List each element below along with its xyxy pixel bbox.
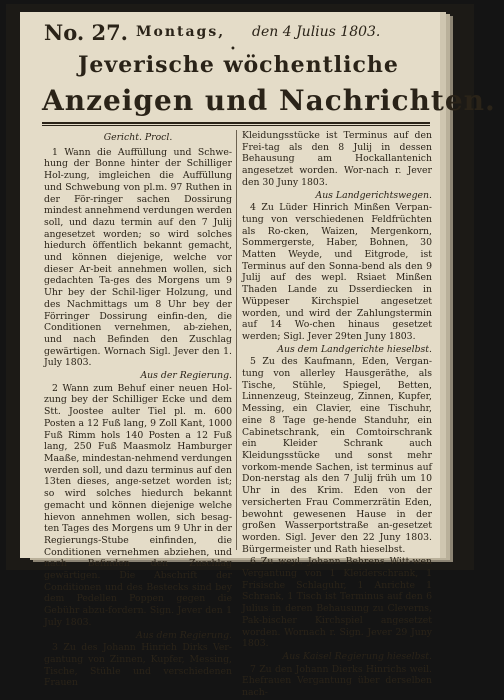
notice-signature: Aus Landgerichtswegen.: [315, 189, 432, 201]
newspaper-title-line1: Jeverische wöchentliche: [78, 52, 399, 78]
notice-paragraph: 3 Zu des Johann Hinrich Dirks Ver-gantung von Zinnen, Kupfer, Messing, Tische, Stühle und verschiedenen Frauen: [44, 642, 232, 689]
issue-date: den 4 Julius 1803.: [252, 24, 381, 40]
newspaper-title-line2: Anzeigen und Nachrichten.: [42, 84, 496, 117]
section-heading: Gericht. Procl.: [103, 132, 173, 143]
notice-paragraph: 2 Wann zum Behuf einer neuen Hol-zung bey der Schilliger Ecke und dem Stt. Joostee aulter Tiel pl. m. 600 Posten a 12 Fuß lang, 9 Zoll Kant, 1000 Fuß Rimm hols 140 Posten a 12 Fuß lang, 250 Fuß Maasmolz Hamburger Maaße, mindestan-nehmend verdungen werden soll, und dazu terminus auf den 13ten dieses, ange-setzet worden ist; so wird solches hiedurch bekannt gemacht und können diejenige welche hievon annehmen wollen, sich besag-ten Tages des Morgens um 9 Uhr in der Regierungs-Stube einfinden, die Conditionen vernehmen abziehen, und nach Befinden den Zuschlag gewärtigen. Die Abschrift der Conditionen und des Bestecks sind bey dem Pedellen Poppen gegen die Gebühr abzu-fordern. Sign. Jever den 1 July 1803.: [44, 382, 232, 628]
notice-paragraph: 6 Zu weyl. Johann Behrens Witt-wen Vergantung von 1 Kleiderschrank, 1 Frisische Schlaguhr, 1 Anrichte 1 Schrank, 1 Tisch ist Terminus auf den 6 Julius in deren Behausung zu Cleverns, Pak-bischer Kirchspiel angesetzet worden. Wornach r. Sign. Jever 29 Juny 1803.: [242, 556, 432, 650]
issue-number: No. 27.: [44, 20, 128, 45]
title-rule-thin: [42, 125, 430, 126]
notice-paragraph: 1 Wann die Auffüllung und Schwe-hung der Bonne hinter der Schilliger Hol-zung, imgleichen die Auffüllung und Schwebung von pl.m. 97 Ruthen in der För-ringer sachen Dossirung mindest annehmend verdungen werden soll, und dazu termin auf den 7 Julij angesetzet worden; so wird solches hiedurch öffentlich bekannt gemacht, und können diejenige, welche vor dieser Ar-beit annehmen wollen, sich gedachten Ta-ges des Morgens um 9 Uhr bey der Schil-liger Holzung, und des Nachmittags um 8 Uhr bey der Förringer Dossirung einfin-den, die Conditionen vernehmen, ab-ziehen, und nach Befinden den Zuschlag gewärtigen. Wornach Sigl. Jever den 1. July 1803.: [44, 146, 232, 369]
column-divider: [236, 130, 237, 550]
notice-paragraph: 4 Zu Lüder Hinrich Minßen Verpan-tung von verschiedenen Feldfrüchten als Ro-cken, Waizen, Mergenkorn, Sommergerste, Haber, Bohnen, 30 Matten Weyde, und Eitgrode, ist Terminus auf den Sonna-bend als den 9 Julij auf des wepl. Rsiaet Minßen Thaden Lande zu Dsserdiecken in Wüppeser Kirchspiel angesetzet worden, und wird der Zahlungstermin auf 14 Wo-chen hinaus gesetzet werden; Sigl. Jever 29ten Juny 1803.: [242, 202, 432, 342]
title-rule: [42, 122, 430, 124]
right-column: [242, 130, 432, 700]
notice-signature: Aus der Regierung.: [140, 370, 232, 382]
notice-paragraph: 7 Zu den Johann Dierks Hinrichs weil. Ehefrauen Vergantung über derselben nach-: [242, 663, 432, 699]
notice-signature: Aus dem Regierung.: [136, 629, 232, 641]
left-column: [44, 130, 232, 690]
book-scan: [6, 4, 496, 699]
newspaper-page: [20, 12, 496, 699]
notice-signature: Aus dem Landgerichte hieselbst.: [277, 343, 432, 355]
masthead: [44, 18, 430, 55]
notice-paragraph: Kleidungsstücke ist Terminus auf den Frei-tag als den 8 Julij in dessen Behausung am Hockallantenich angesetzet worden. Wor-nach r. Jever den 30 Juny 1803.: [242, 130, 432, 188]
issue-day: Montags,: [136, 24, 226, 40]
notice-paragraph: 5 Zu des Kaufmann, Eden, Vergan-tung von allerley Hausgeräthe, als Tische, Stühle, Spiegel, Betten, Linnenzeug, Steinzeug, Zinnen, Kupfer, Messing, ein Clavier, eine Tischuhr, eine 8 Tage ge-hende Standuhr, ein Cabinetschrank, ein Comtoirschrank ein Kleider Schrank auch Kleidungsstücke und sonst mehr vorkom-mende Sachen, ist terminus auf Don-nerstag als den 7 Julij früh um 10 Uhr in des Krim. Eden von der versicherten Frau Commerzrätin Eden, bewohnt gewesenen Hause in der großen Wasserportstraße an-gesetzet worden. Sigl. Jever den 22 Juny 1803. Bürgermeister und Rath hieselbst.: [242, 356, 432, 555]
masthead-ornament: •: [230, 44, 236, 55]
notice-signature: Aus Kaisel Regierung hieselbst.: [282, 650, 432, 662]
